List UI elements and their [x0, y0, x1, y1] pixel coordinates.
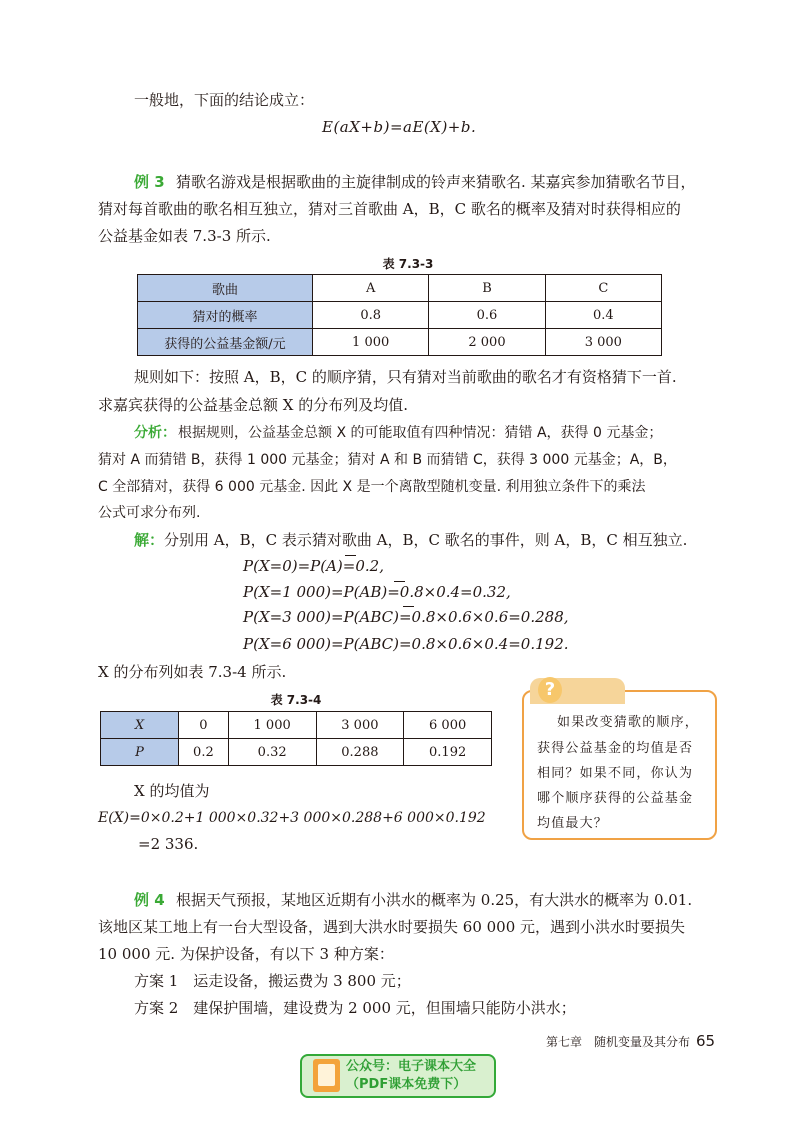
table-cell: 3 000 [316, 712, 404, 739]
analysis-line1: 根据规则，公益基金总额 X 的可能取值有四种情况：猜错 A，获得 0 元基金； [178, 425, 663, 441]
chapter-footer: 第七章 随机变量及其分布 [545, 1035, 690, 1049]
question-mark-icon: ? [538, 677, 562, 703]
solution-eq3: P(X=3 000)=P(ABC)=0.8×0.6×0.6=0.288, [243, 608, 569, 626]
sidebox-line: 如果改变猜歌的顺序， [557, 715, 700, 730]
analysis-line3: C 全部猜对，获得 6 000 元基金. 因此 X 是一个离散型随机变量. 利用独立条件下的乘法 [98, 479, 646, 495]
table-cell: 1 000 [228, 712, 316, 739]
example-4-label: 例 4 [134, 891, 165, 909]
table-header-cell: 歌曲 [138, 275, 313, 302]
watermark-line1: 公众号：电子课本大全 [346, 1059, 477, 1074]
plan-2: 方案 2 建保护围墙，建设费为 2 000 元，但围墙只能防小洪水； [134, 999, 576, 1017]
complement-bar [345, 555, 356, 556]
example-3-label: 例 3 [134, 173, 165, 191]
table-cell: 3 000 [545, 329, 661, 356]
table-cell: 0 [179, 712, 229, 739]
table-row [101, 712, 492, 739]
rules-line1: 规则如下：按照 A，B，C 的顺序猜，只有猜对当前歌曲的歌名才有资格猜下一首. [134, 368, 677, 386]
sidebox-line: 获得公益基金的均值是否 [537, 741, 694, 756]
table-cell: 0.2 [179, 739, 229, 766]
table-cell: 0.192 [404, 739, 492, 766]
table-row [101, 739, 492, 766]
watermark-line2: （PDF课本免费下） [346, 1077, 467, 1092]
table-header-cell: 获得的公益基金额/元 [138, 329, 313, 356]
example-4-line3: 10 000 元. 为保护设备，有以下 3 种方案： [98, 945, 394, 963]
table-7-3-4-caption: 表 7.3-4 [270, 693, 322, 707]
table-cell: 0.288 [316, 739, 404, 766]
example-3-line2: 猜对每首歌曲的歌名相互独立，猜对三首歌曲 A，B，C 歌名的概率及猜对时获得相应的 [98, 200, 681, 218]
table-row [138, 275, 662, 302]
solution-eq1: P(X=0)=P(A)=0.2, [243, 557, 384, 575]
rules-line2: 求嘉宾获得的公益基金总额 X 的分布列及均值. [98, 396, 408, 414]
table-header-cell: 猜对的概率 [138, 302, 313, 329]
book-page-icon [318, 1064, 335, 1086]
table-cell: 6 000 [404, 712, 492, 739]
solution-label: 解： [134, 531, 165, 549]
table-7-3-3-caption: 表 7.3-3 [382, 257, 434, 271]
table-cell: A [313, 275, 429, 302]
example-4-line1: 根据天气预报，某地区近期有小洪水的概率为 0.25，有大洪水的概率为 0.01. [176, 891, 693, 909]
plan-1: 方案 1 运走设备，搬运费为 3 800 元； [134, 972, 411, 990]
table-7-3-3 [137, 274, 662, 356]
solution-eq4: P(X=6 000)=P(ABC)=0.8×0.6×0.4=0.192. [243, 635, 569, 653]
sidebox-line: 相同？如果不同，你认为 [537, 766, 694, 781]
mean-heading: X 的均值为 [134, 782, 210, 800]
sidebox-line: 均值最大？ [537, 816, 609, 831]
mean-expression: E(X)=0×0.2+1 000×0.32+3 000×0.288+6 000×0.192 [98, 810, 486, 826]
sidebox-line: 哪个顺序获得的公益基金 [537, 791, 694, 806]
table-cell: 1 000 [313, 329, 429, 356]
table-cell: 2 000 [429, 329, 545, 356]
table-cell: C [545, 275, 661, 302]
page-number: 65 [696, 1032, 716, 1050]
table-cell: 0.4 [545, 302, 661, 329]
table-cell: 0.8 [313, 302, 429, 329]
table-header-cell: P [101, 739, 179, 766]
example-3-line1: 猜歌名游戏是根据歌曲的主旋律制成的铃声来猜歌名. 某嘉宾参加猜歌名节目， [176, 173, 696, 191]
expectation-formula: E(aX+b)=aE(X)+b. [322, 118, 477, 136]
table-7-3-4 [100, 711, 492, 766]
intro-text: 一般地，下面的结论成立： [134, 91, 315, 109]
distribution-reference: X 的分布列如表 7.3-4 所示. [98, 663, 287, 681]
example-3-line3: 公益基金如表 7.3-3 所示. [98, 227, 271, 245]
complement-bar [394, 581, 405, 582]
table-cell: 0.32 [228, 739, 316, 766]
table-header-cell: X [101, 712, 179, 739]
mean-result: =2 336. [138, 835, 199, 853]
solution-line1: 分别用 A，B，C 表示猜对歌曲 A，B，C 歌名的事件，则 A，B，C 相互独立. [164, 531, 688, 549]
table-row [138, 302, 662, 329]
example-4-line2: 该地区某工地上有一台大型设备，遇到大洪水时要损失 60 000 元，遇到小洪水时要损失 [98, 918, 686, 936]
table-cell: 0.6 [429, 302, 545, 329]
table-cell: B [429, 275, 545, 302]
analysis-line4: 公式可求分布列. [98, 505, 201, 521]
analysis-line2: 猜对 A 而猜错 B，获得 1 000 元基金；猜对 A 和 B 而猜错 C，获得 3 000 元基金；A，B， [98, 452, 677, 468]
solution-eq2: P(X=1 000)=P(AB)=0.8×0.4=0.32, [243, 583, 511, 601]
table-row [138, 329, 662, 356]
complement-bar [403, 606, 414, 607]
analysis-label: 分析： [134, 425, 176, 441]
